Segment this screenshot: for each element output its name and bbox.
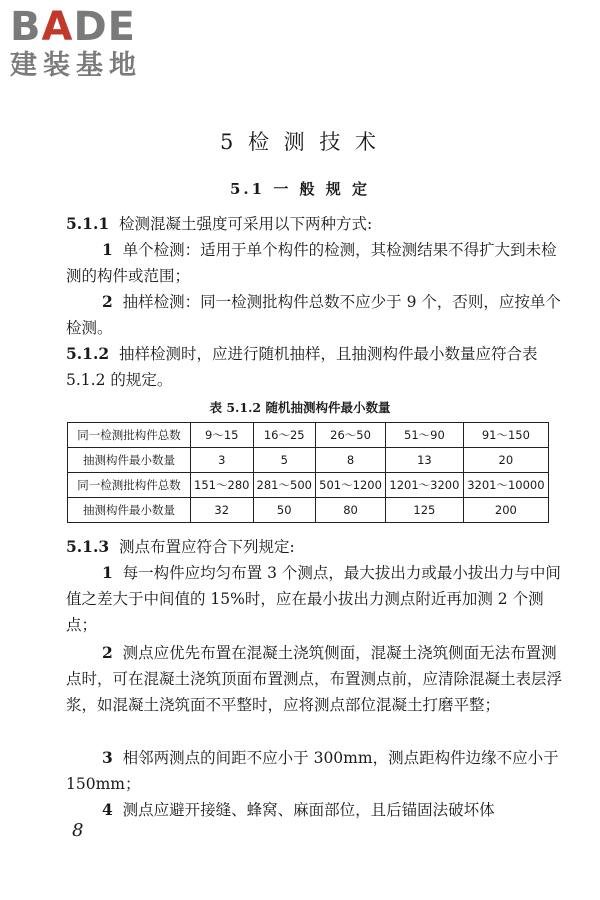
chapter-title: 5 检 测 技 术 (219, 130, 381, 154)
table-cell: 281～500 (253, 473, 316, 498)
table-cell: 80 (316, 498, 386, 523)
table-row (68, 498, 549, 523)
clause-5-1-3-item-1: 1 每一构件应均匀布置 3 个测点，最大拔出力或最小拔出力与中间值之差大于中间值的 15%时，应在最小拔出力测点附近再加测 2 个测点； (66, 563, 561, 634)
table-row (68, 423, 549, 448)
table-caption: 表 5.1.2 随机抽测构件最小数量 (209, 400, 391, 415)
clause-5-1-2: 5.1.2 抽样检测时，应进行随机抽样，且抽测构件最小数量应符合表 5.1.2 的规定。 (66, 344, 538, 389)
table-cell: 151～280 (191, 473, 254, 498)
table-row (68, 473, 549, 498)
table-cell: 1201～3200 (386, 473, 464, 498)
clause-5-1-3-item-3: 3 相邻两测点的间距不应小于 300mm，测点距构件边缘不应小于 150mm； (66, 748, 559, 793)
table-row (68, 448, 549, 473)
publisher-logo (10, 6, 180, 82)
table-cell: 50 (253, 498, 316, 523)
sampling-table (67, 422, 549, 523)
table-cell: 26～50 (316, 423, 386, 448)
table-cell: 5 (253, 448, 316, 473)
table-cell: 3 (191, 448, 254, 473)
table-cell: 16～25 (253, 423, 316, 448)
table-cell: 9～15 (191, 423, 254, 448)
clause-5-1-1: 5.1.1 检测混凝土强度可采用以下两种方式: (66, 214, 373, 233)
table-cell: 3201～10000 (463, 473, 548, 498)
clause-5-1-1-item-2: 2 抽样检测：同一检测批构件总数不应少于 9 个，否则，应按单个检测。 (66, 292, 561, 337)
table-cell: 501～1200 (316, 473, 386, 498)
table-row-header: 抽测构件最小数量 (68, 498, 191, 523)
logo-wordmark: BADE (10, 4, 136, 50)
table-row-header: 同一检测批构件总数 (68, 473, 191, 498)
clause-5-1-1-item-1: 1 单个检测：适用于单个构件的检测，其检测结果不得扩大到未检测的构件或范围； (66, 240, 557, 285)
table-cell: 51～90 (386, 423, 464, 448)
clause-5-1-3-item-2: 2 测点应优先布置在混凝土浇筑侧面，混凝土浇筑侧面无法布置测点时，可在混凝土浇筑顶面布置测点，布置测点前，应清除混凝土表层浮浆，如混凝土浇筑面不平整时，应将测点部位混凝土打磨平整； (66, 643, 563, 714)
table-cell: 13 (386, 448, 464, 473)
clause-5-1-3: 5.1.3 测点布置应符合下列规定: (66, 537, 295, 556)
section-title: 5.1 一 般 规 定 (230, 180, 370, 198)
table-cell: 20 (463, 448, 548, 473)
page-number: 8 (72, 820, 84, 841)
table-cell: 200 (463, 498, 548, 523)
clause-5-1-3-item-4: 4 测点应避开接缝、蜂窝、麻面部位，且后锚固法破坏体 (102, 800, 495, 819)
logo-cjk-text: 建装基地 (10, 50, 142, 81)
table-row-header: 同一检测批构件总数 (68, 423, 191, 448)
table-cell: 32 (191, 498, 254, 523)
table-cell: 125 (386, 498, 464, 523)
table-cell: 91～150 (463, 423, 548, 448)
table-cell: 8 (316, 448, 386, 473)
table-row-header: 抽测构件最小数量 (68, 448, 191, 473)
